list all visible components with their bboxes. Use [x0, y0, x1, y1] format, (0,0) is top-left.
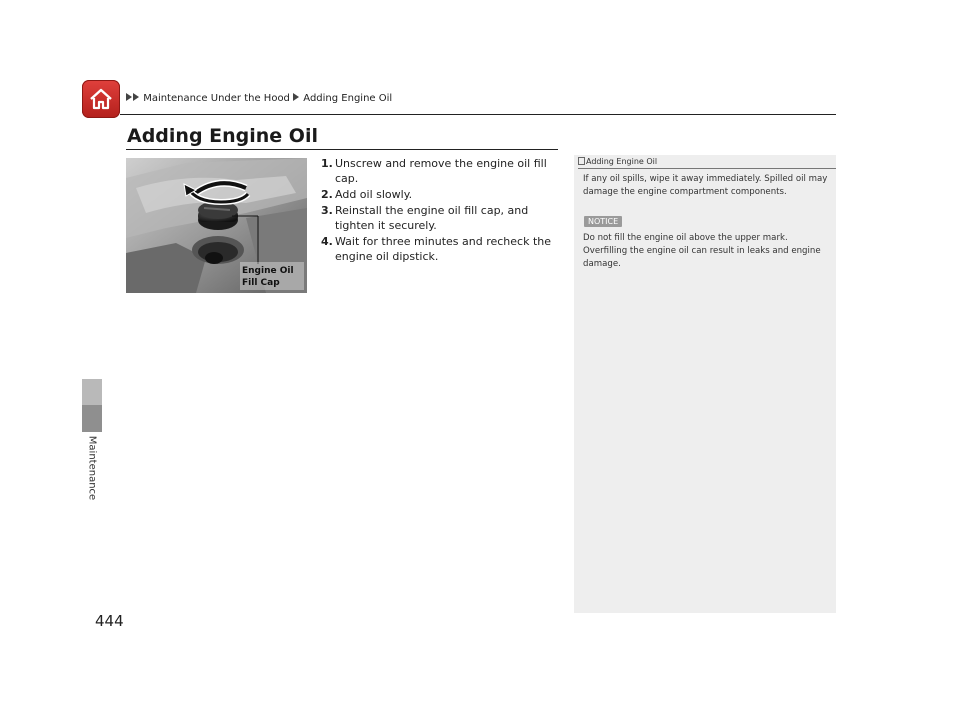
step-number: 4.: [321, 235, 333, 248]
section-tab-label[interactable]: Maintenance: [86, 435, 98, 501]
step-item: [322, 203, 562, 233]
step-number: 3.: [321, 204, 333, 217]
breadcrumb-arrow-icon: [293, 93, 299, 101]
section-tab-marker-active: [82, 405, 102, 432]
step-text: Unscrew and remove the engine oil fill cap.: [335, 157, 547, 185]
side-note-heading: [578, 157, 657, 166]
instruction-steps: [322, 156, 562, 265]
step-item: [322, 234, 562, 264]
home-button[interactable]: [82, 80, 120, 118]
side-note-heading-text: Adding Engine Oil: [586, 157, 658, 166]
header-divider: [120, 114, 836, 115]
step-number: 1.: [321, 157, 333, 170]
breadcrumb-link-maintenance-under-hood[interactable]: Maintenance Under the Hood: [143, 93, 290, 104]
step-text: Add oil slowly.: [335, 188, 413, 201]
side-note-paragraph-1: If any oil spills, wipe it away immediately. Spilled oil may damage the engine compartment components.: [583, 174, 828, 197]
breadcrumb-arrow-icon: [126, 93, 132, 101]
reference-icon: [578, 157, 585, 165]
breadcrumb-current: Adding Engine Oil: [303, 93, 393, 104]
side-note-paragraph-2: Do not fill the engine oil above the upper mark. Overfilling the engine oil can result in leaks and engine damage.: [583, 233, 821, 269]
step-text: Wait for three minutes and recheck the engine oil dipstick.: [335, 235, 552, 263]
breadcrumb: [126, 93, 392, 104]
step-number: 2.: [321, 188, 333, 201]
page-title: Adding Engine Oil: [127, 125, 318, 147]
callout-line-1: Engine Oil: [242, 266, 294, 276]
step-item: [322, 187, 562, 202]
side-note-divider: [578, 168, 836, 169]
notice-badge: NOTICE: [584, 216, 622, 227]
step-item: [322, 156, 562, 186]
breadcrumb-arrow-icon: [133, 93, 139, 101]
title-divider: [126, 149, 558, 150]
callout-line-2: Fill Cap: [242, 278, 280, 288]
page-number: 444: [95, 612, 124, 630]
section-tab-marker: [82, 379, 102, 405]
home-icon: [88, 86, 114, 112]
step-text: Reinstall the engine oil fill cap, and tighten it securely.: [335, 204, 529, 232]
image-callout-label: [242, 265, 304, 289]
